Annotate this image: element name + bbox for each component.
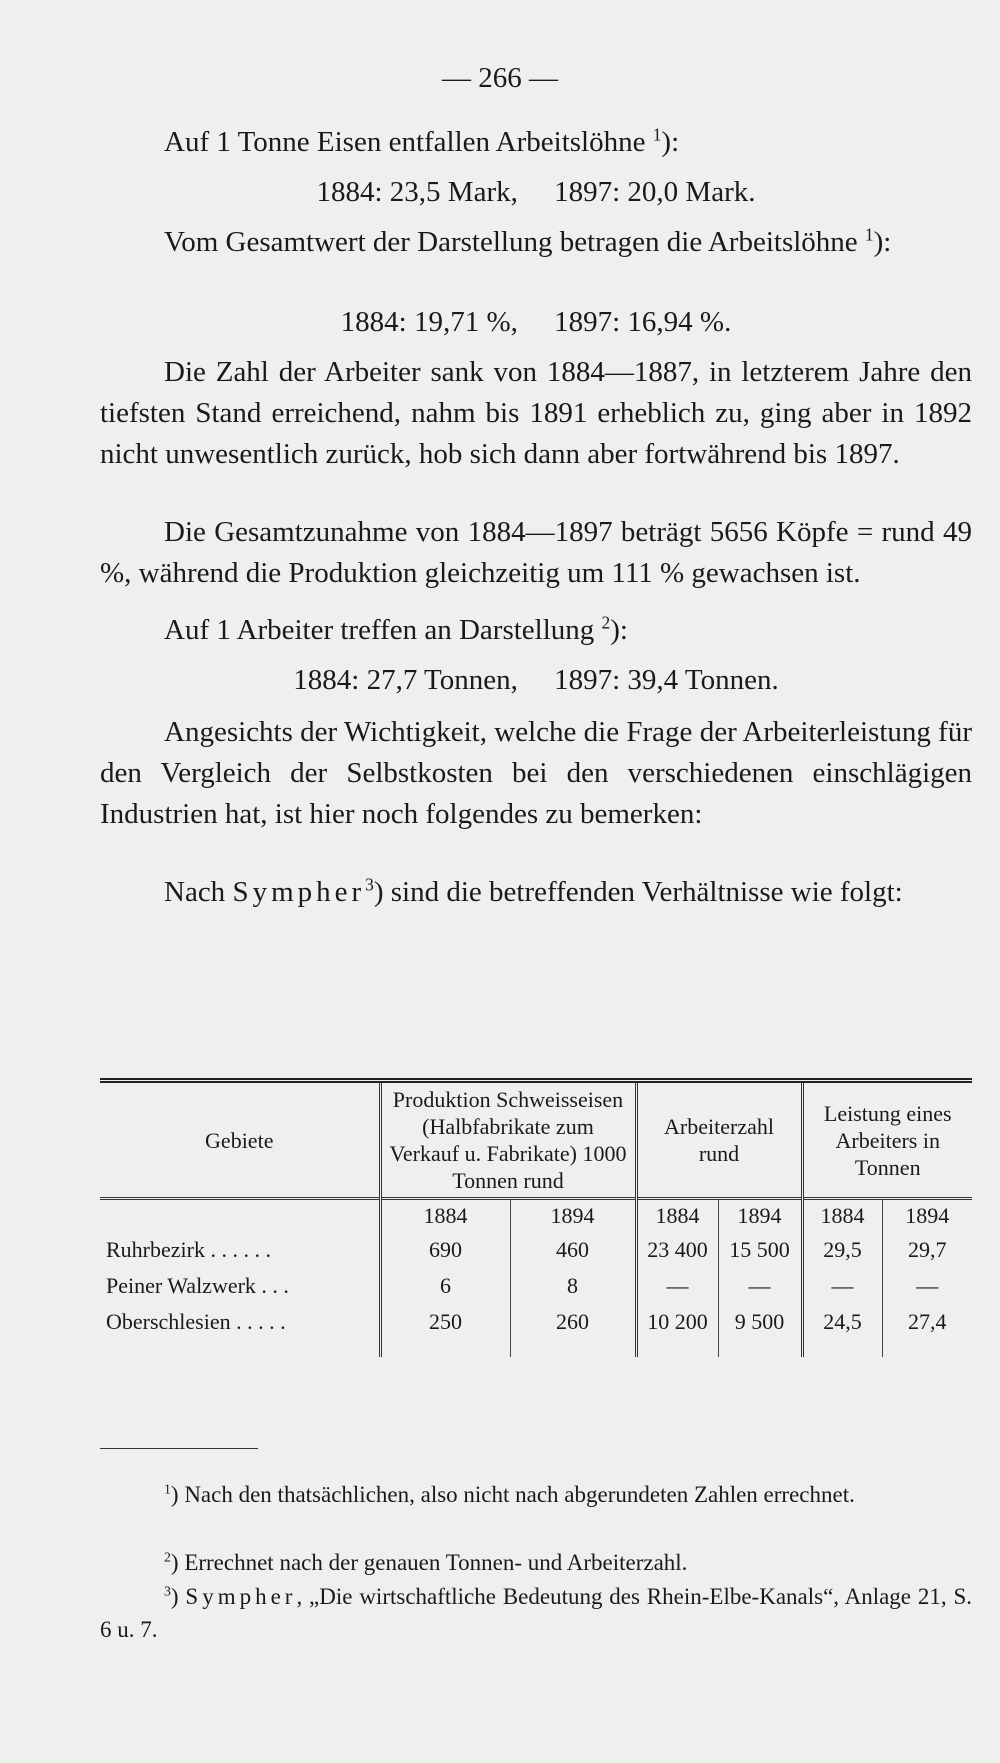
- footnote-ref: 3: [365, 874, 374, 895]
- statistics-table: [100, 1078, 972, 1357]
- year-spacer: [100, 1199, 380, 1233]
- header-output: Leistung eines Arbeiters in Tonnen: [802, 1081, 972, 1199]
- paragraph-wages-per-ton: Auf 1 Tonne Eisen entfallen Arbeitslöhne $^1$):: [164, 124, 680, 158]
- table-cell: —: [882, 1268, 972, 1304]
- paragraph-importance: Angesichts der Wichtigkeit, welche die Frage der Arbeiterleistung für den Vergleich der Selbstkosten bei den verschiedenen einschlägigen Industrien hat, ist hier noch folgendes zu bemerken:: [100, 716, 972, 830]
- table-cell: 8: [510, 1268, 636, 1304]
- footnote-ref: 1: [864, 224, 874, 245]
- region-cell: Ruhrbezirk . . . . . .: [106, 1237, 271, 1262]
- footnote-2: $^2$) Errechnet nach der genauen Tonnen- und Arbeiterzahl.: [164, 1549, 688, 1575]
- table-cell: 29,5: [802, 1232, 882, 1268]
- header-workers: Arbeiterzahl rund: [636, 1081, 802, 1199]
- table-row: [100, 1304, 972, 1357]
- table-cell: —: [636, 1268, 718, 1304]
- table-cell: 15 500: [718, 1232, 802, 1268]
- wages-share-values: 1884: 19,71 %, 1897: 16,94 %.: [340, 306, 732, 338]
- author-name: Sympher: [232, 876, 366, 908]
- table-year-row: [100, 1199, 972, 1233]
- table-cell: —: [802, 1268, 882, 1304]
- table-cell: —: [718, 1268, 802, 1304]
- page-number: — 266 —: [442, 62, 558, 94]
- table-cell: 23 400: [636, 1232, 718, 1268]
- year-cell: 1884: [380, 1199, 510, 1233]
- year-cell: 1894: [718, 1199, 802, 1233]
- table-cell: 6: [380, 1268, 510, 1304]
- header-production: Produktion Schweisseisen (Halbfabrikate zum Verkauf u. Fabrikate) 1000 Tonnen rund: [380, 1081, 636, 1199]
- table-cell: 10 200: [636, 1304, 718, 1357]
- paragraph-wages-share: Vom Gesamtwert der Darstellung betragen die Arbeitslöhne $^1$):: [164, 224, 892, 258]
- year-cell: 1884: [802, 1199, 882, 1233]
- paragraph-sympher: Nach Sympher$^3$) sind die betreffenden Verhältnisse wie folgt:: [164, 874, 903, 908]
- paragraph-worker-count: Die Zahl der Arbeiter sank von 1884—1887, in letzterem Jahre den tiefsten Stand erreichend, nahm bis 1891 erheblich zu, ging aber in 1892 nicht unwesentlich zurück, hob sich dann aber fortwährend bis 1897.: [100, 356, 972, 470]
- output-per-worker-values: 1884: 27,7 Tonnen, 1897: 39,4 Tonnen.: [293, 664, 779, 696]
- table-cell: 460: [510, 1232, 636, 1268]
- table-cell: 29,7: [882, 1232, 972, 1268]
- footnote-1: $^1$) Nach den thatsächlichen, also nicht nach abgerundeten Zahlen errechnet.: [164, 1481, 855, 1507]
- footnote-divider: [100, 1448, 258, 1449]
- table-cell: 690: [380, 1232, 510, 1268]
- header-region: Gebiete: [205, 1127, 274, 1153]
- table-row: [100, 1232, 972, 1268]
- year-cell: 1894: [510, 1199, 636, 1233]
- table-cell: 9 500: [718, 1304, 802, 1357]
- table-cell: 260: [510, 1304, 636, 1357]
- footnote-3: $^3$) Sympher, „Die wirtschaftliche Bedeutung des Rhein-Elbe-Kanals“, Anlage 21, S. 6 u. 7.: [100, 1583, 972, 1642]
- footnote-ref: 1: [652, 124, 662, 145]
- year-cell: 1884: [636, 1199, 718, 1233]
- region-cell: Oberschlesien . . . . .: [106, 1309, 286, 1334]
- wages-per-ton-values: 1884: 23,5 Mark, 1897: 20,0 Mark.: [316, 176, 756, 208]
- author-name: Sympher: [185, 1584, 297, 1609]
- footnote-ref: 2: [601, 612, 611, 633]
- table-cell: 24,5: [802, 1304, 882, 1357]
- table-cell: 27,4: [882, 1304, 972, 1357]
- paragraph-total-increase: Die Gesamtzunahme von 1884—1897 beträgt 5656 Köpfe = rund 49 %, während die Produktion gleichzeitig um 111 % gewachsen ist.: [100, 516, 972, 589]
- table-row: [100, 1268, 972, 1304]
- table-cell: 250: [380, 1304, 510, 1357]
- region-cell: Peiner Walzwerk . . .: [106, 1273, 289, 1298]
- table-header-row: [100, 1081, 972, 1199]
- paragraph-output-per-worker: Auf 1 Arbeiter treffen an Darstellung $^2$):: [164, 612, 628, 646]
- year-cell: 1894: [882, 1199, 972, 1233]
